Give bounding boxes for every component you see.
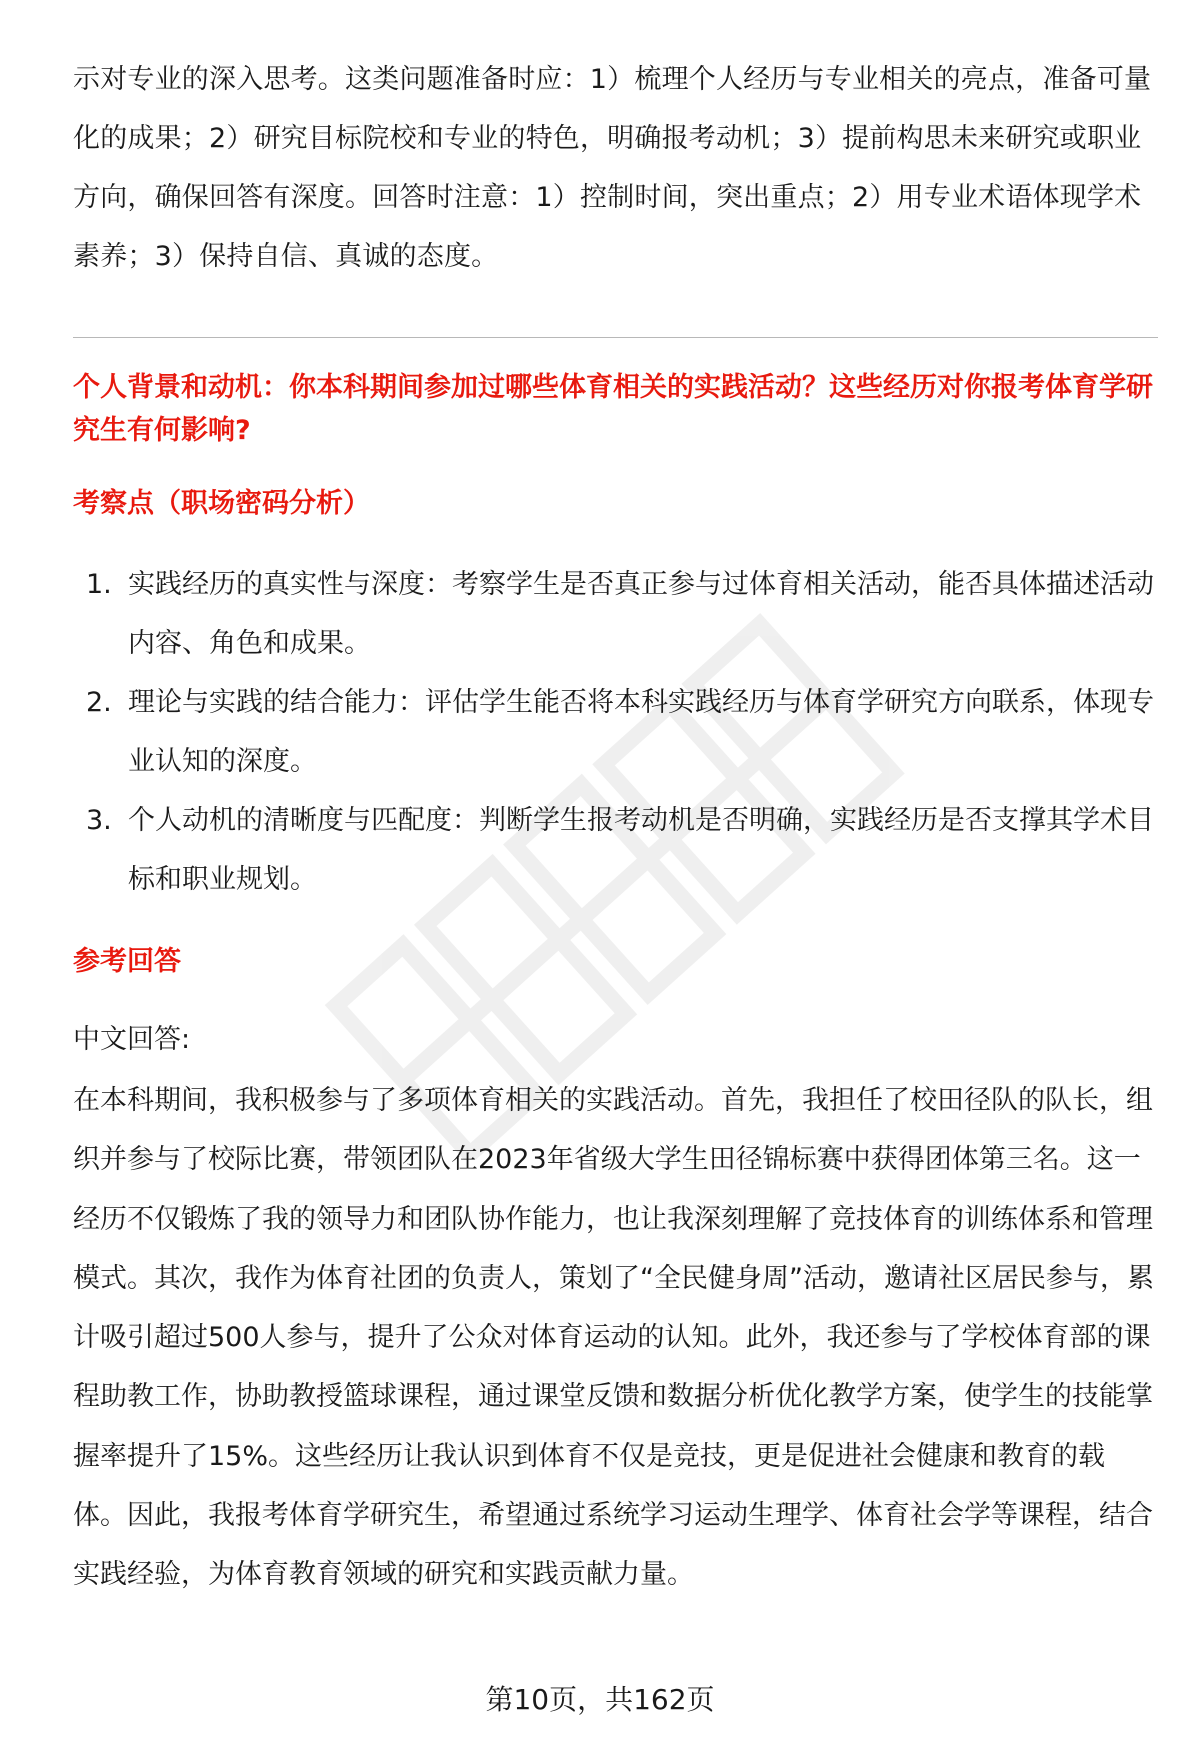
point-number: 1. [86,569,112,600]
chinese-answer-label: 中文回答: [73,1024,191,1055]
question-title: 个人背景和动机：你本科期间参加过哪些体育相关的实践活动？这些经历对你报考体育学研究生有何影响? [73,372,1153,446]
examine-point [73,673,1158,791]
examine-heading: 考察点（职场密码分析） [73,488,370,519]
examine-point [73,555,1158,673]
examine-point [73,791,1158,909]
section-divider [73,337,1158,338]
answer-heading: 参考回答 [73,946,181,977]
point-number: 3. [86,805,112,836]
page-footer: 第10页，共162页 [485,1683,715,1716]
point-number: 2. [86,687,112,718]
answer-paragraph: 在本科期间，我积极参与了多项体育相关的实践活动。首先，我担任了校田径队的队长，组织并参与了校际比赛，带领团队在2023年省级大学生田径锦标赛中获得团体第三名。这一经历不仅锻炼了我的领导力和团队协作能力，也让我深刻理解了竞技体育的训练体系和管理模式。其次，我作为体育社团的负责人，策划了“全民健身周”活动，邀请社区居民参与，累计吸引超过500人参与，提升了公众对体育运动的认知。此外，我还参与了学校体育部的课程助教工作，协助教授篮球课程，通过课堂反馈和数据分析优化教学方案，使学生的技能掌握率提升了15%。这些经历让我认识到体育不仅是竞技，更是促进社会健康和教育的载体。因此，我报考体育学研究生，希望通过系统学习运动生理学、体育社会学等课程，结合实践经验，为体育教育领域的研究和实践贡献力量。 [73,1085,1154,1591]
point-text: 理论与实践的结合能力：评估学生能否将本科实践经历与体育学研究方向联系，体现专业认知的深度。 [128,687,1154,777]
examine-points-list [73,555,1158,909]
point-text: 实践经历的真实性与深度：考察学生是否真正参与过体育相关活动，能否具体描述活动内容、角色和成果。 [128,569,1154,659]
intro-paragraph: 示对专业的深入思考。这类问题准备时应：1）梳理个人经历与专业相关的亮点，准备可量化的成果；2）研究目标院校和专业的特色，明确报考动机；3）提前构思未来研究或职业方向，确保回答有深度。回答时注意：1）控制时间，突出重点；2）用专业术语体现学术素养；3）保持自信、真诚的态度。 [73,64,1152,272]
point-text: 个人动机的清晰度与匹配度：判断学生报考动机是否明确，实践经历是否支撑其学术目标和职业规划。 [128,805,1154,895]
